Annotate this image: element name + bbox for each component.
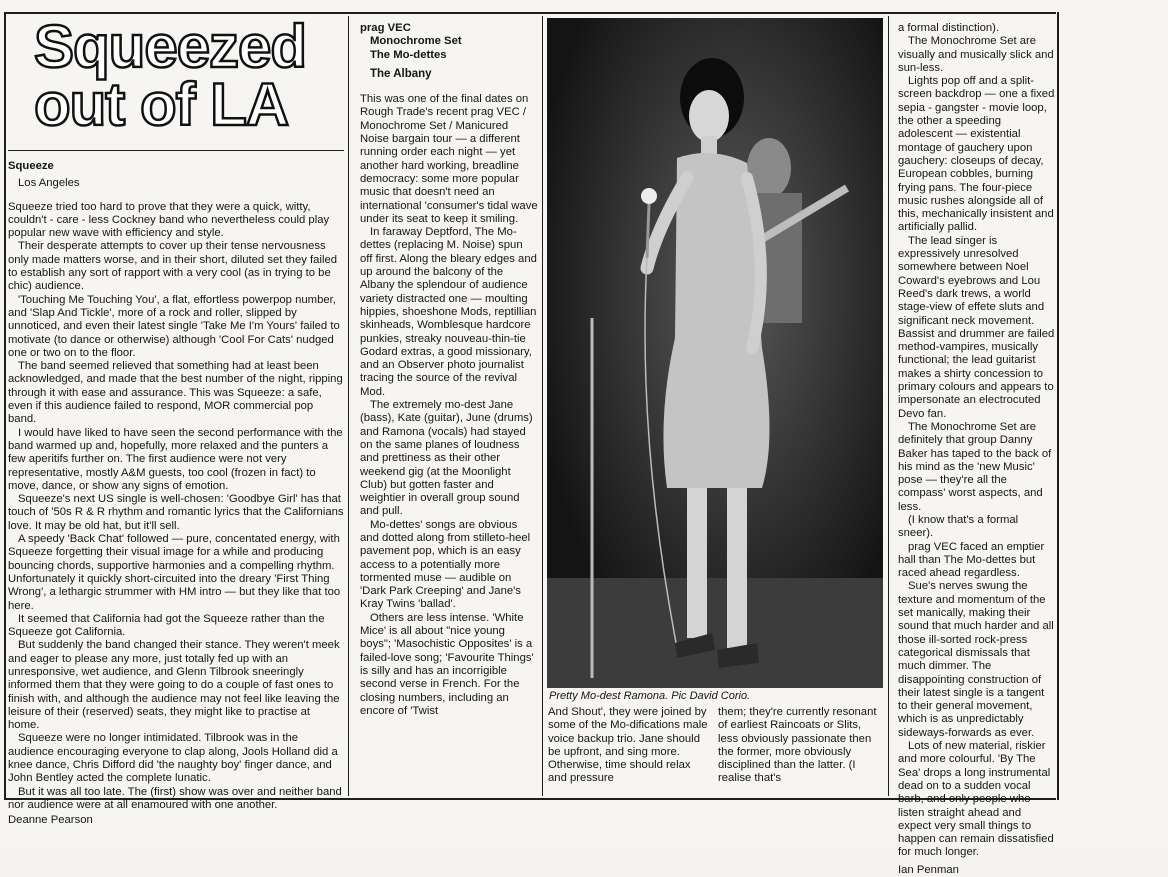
column-divider-2	[542, 16, 543, 796]
under-photo-text-2: them; they're currently resonant of earliest Raincoats or Slits, less obviously passionate then the former, more obviously disciplined than the latter. (I realise that's	[718, 706, 877, 785]
headline	[34, 13, 334, 138]
photo-caption: Pretty Mo-dest Ramona. Pic David Corio.	[549, 690, 751, 702]
headline-line-1: Squeezed	[34, 13, 307, 80]
right-paragraph: The Monochrome Set are visually and musically slick and sun-less.	[898, 35, 1054, 74]
left-paragraph: I would have liked to have seen the second performance with the band warmed up and, hopefully, more relaxed and the punters a few aperitifs further on. The first audience were not very representative, mostly A&M guests, too cool (frozen in fact) to move, dance, or show any signs of emotion.	[8, 426, 343, 492]
singer-photo-illustration	[547, 18, 883, 688]
right-paragraph: (I know that's a formal sneer).	[898, 513, 1019, 540]
right-paragraph: a formal distinction).	[898, 22, 1000, 34]
right-paragraph: Lots of new material, riskier and more colourful. 'By The Sea' drops a long instrumental dead on to a sudden vocal barb, and only people who listen straight ahead and expect very small things to happen can remain dissatisfied for much longer.	[898, 740, 1054, 859]
left-paragraph: 'Touching Me Touching You', a flat, effortless powerpop number, and 'Slap And Tickle', more of a rock and roller, slipped by unnoticed, and even their latest single 'Take Me I'm Yours' failed to motivate (to dance or otherwise) although 'Cool For Cats' nudged one or two on to the floor.	[8, 293, 340, 359]
column-divider-1	[348, 16, 349, 796]
venue-los-angeles: Los Angeles	[18, 177, 80, 190]
middle-column	[360, 22, 538, 796]
left-column	[8, 160, 344, 827]
right-paragraph: Sue's nerves swung the texture and momentum of the set manically, making their sound that much harder and all those ill-sorted rock-press categorical dismissals that much dimmer. The disappointing construction of their latest single is a tangent to their general movement, which is as unpredictably sideways-forwards as ever.	[898, 580, 1054, 739]
left-article-body	[8, 201, 344, 813]
venue-the-albany: The Albany	[370, 67, 432, 80]
under-photo-text-1: And Shout', they were joined by some of the Mo-difications male voice backup trio. Jane should be upfront, and sing more. Otherwise, time should relax and pressure	[548, 706, 708, 785]
concert-photo	[547, 18, 883, 688]
right-paragraph: Lights pop off and a split-screen backdrop — one a fixed sepia - gangster - movie loop, the other a speeding adolescent — existential montage of gauchery upon gauchery: closeups of decay, European cobbles, burning frying pans. The four-piece music rushes alongside all of this, mechanically insistent and artificially pallid.	[898, 75, 1055, 234]
right-border	[1057, 12, 1059, 800]
band-name-monochrome-set: Monochrome Set	[370, 35, 462, 48]
middle-article-body	[360, 93, 538, 718]
middle-paragraph: Others are less intense. 'White Mice' is all about "nice young boys"; 'Masochistic Opposites' is a failed-love song; 'Favourite Things' is silly and has an incorrigible second verse in French. For the closing numbers, including an encore of 'Twist	[360, 611, 534, 717]
under-photo-column-1	[548, 706, 708, 796]
under-photo-column-2	[718, 706, 883, 796]
left-paragraph: Squeeze were no longer intimidated. Tilbrook was in the audience encouraging everyone to clap along, Jools Holland did a knee dance, Chris Difford did 'the naughty boy' finger dance, and John Bentley acted the complete lunatic.	[8, 732, 338, 785]
band-name-squeeze: Squeeze	[8, 160, 54, 172]
right-paragraph: prag VEC faced an emptier hall than The Mo-dettes but raced ahead regardless.	[898, 540, 1045, 580]
right-article-body	[898, 22, 1055, 860]
right-paragraph: The lead singer is expressively unresolved somewhere between Noel Coward's eyebrows and Lou Reed's dark trews, a world stage-view of effete sluts and significant neck movement. Bassist and drummer are failed method-vampires, musically functional; the lead guitarist makes a shirty concession to primary colours and appears to impersonate an electrocuted Devo fan.	[898, 234, 1055, 420]
left-paragraph: Their desperate attempts to cover up their tense nervousness only made matters worse, and in their short, diluted set they failed to establish any sort of rapport with a very cool (as in trying to be chic) audience.	[8, 240, 338, 293]
left-paragraph: The band seemed relieved that something had at least been acknowledged, and made that the best number of the night, ripping through it with ease and assurance. This was Squeeze: a safe, even if this audience failed to respond, MOR commercial pop band.	[8, 360, 343, 426]
left-paragraph: Squeeze's next US single is well-chosen: 'Goodbye Girl' has that touch of '50s R & R rhythm and romantic lyrics that the Californians love. It may be old hat, but it'll sell.	[8, 493, 344, 532]
band-name-prag-vec: prag VEC	[360, 22, 411, 34]
left-paragraph: A speedy 'Back Chat' followed — pure, concentated energy, with Squeeze forgetting their visual image for a while and producing bouncing chords, supportive harmonies and a compelling rhythm. Unfortunately it quickly short-circuited into the dreary 'First Thing Wrong', a lethargic strummer with HM intro — but they like that too here.	[8, 533, 341, 612]
middle-paragraph: This was one of the final dates on Rough Trade's recent prag VEC / Monochrome Set / Manicured Noise bargain tour — a different running order each night — yet another hard working, breadline democracy: some more popular music that doesn't need an international 'consumer's tidal wave under its seat to keep it smiling.	[360, 93, 538, 225]
right-paragraph: The Monochrome Set are definitely that group Danny Baker has taped to the back of his mind as the 'new Music' pose — they're all the compass' worst aspects, and less.	[898, 420, 1052, 513]
middle-paragraph: In faraway Deptford, The Mo-dettes (replacing M. Noise) spun off first. Along the bleary edges and up around the balcony of the Albany the splendour of audience variety distracted one — moulting hippies, shoeshone Mods, reptillian skinheads, Womblesque hardcore punkies, streaky nouveau-thin-tie Godard extras, a good missionary, and an Observer photo journalist tracing the source of the revival Mod.	[360, 226, 537, 398]
headline-line-2: out of LA	[34, 71, 289, 138]
band-name-mo-dettes: The Mo-dettes	[370, 48, 447, 61]
left-paragraph: But suddenly the band changed their stance. They weren't meek and eager to please any more, just totally fed up with an unresponsive, wet audience, and Glenn Tilbrook sneeringly informed them that they were going to do a couple of fast ones to finish with, and although the audience may not feel like leaving the leisure of their (reserved) seats, they might like to practise at home.	[8, 639, 340, 732]
column-divider-3	[888, 16, 889, 796]
left-border	[4, 12, 6, 800]
left-headline-rule	[8, 150, 344, 151]
right-column	[898, 22, 1055, 876]
left-paragraph: Squeeze tried too hard to prove that they were a quick, witty, couldn't - care - less Cockney band who nevertheless could play popular new wave with efficiency and style.	[8, 200, 330, 240]
left-paragraph: But it was all too late. The (first) show was over and neither band nor audience were at all enamoured with one another.	[8, 785, 342, 811]
middle-paragraph: The extremely mo-dest Jane (bass), Kate (guitar), June (drums) and Ramona (vocals) had stayed on the same planes of loudness and prettiness as their other weekend gig (at the Moonlight Club) but gotten faster and weightier in overall group sound and pull.	[360, 399, 533, 518]
author-credit-right: Ian Penman	[898, 863, 959, 876]
middle-paragraph: Mo-dettes' songs are obvious and dotted along from stilleto-heel pavement pop, which is an easy access to a potentially more tormented muse — audible on 'Dark Park Creeping' and Jane's Kray Twins 'ballad'.	[360, 518, 531, 611]
author-credit-left: Deanne Pearson	[8, 814, 93, 827]
left-paragraph: It seemed that California had got the Squeeze rather than the Squeeze got California.	[8, 612, 325, 639]
